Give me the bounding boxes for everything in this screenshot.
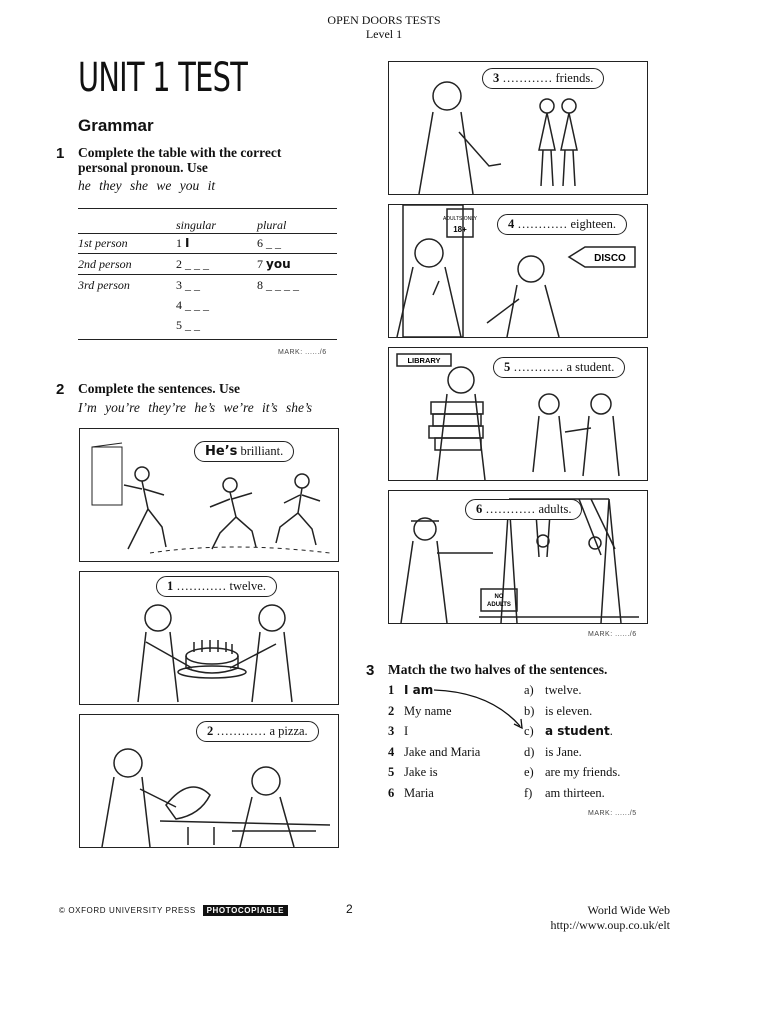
- sing-blank: 3 _ _: [176, 277, 200, 292]
- example-answer-handwritten: He’s: [205, 444, 238, 459]
- speech-bubble-5: [493, 357, 625, 378]
- sing-cell[interactable]: 4 _ _ _: [176, 297, 209, 312]
- match-right-text[interactable]: is eleven.: [545, 703, 593, 718]
- col-singular: singular: [176, 217, 217, 232]
- match-right-letter: a): [524, 683, 534, 697]
- match-left-text[interactable]: Jake is: [404, 765, 438, 779]
- answer-handwritten: I: [185, 235, 190, 250]
- header-level: Level 1: [365, 27, 403, 41]
- match-left-number: 2: [388, 703, 395, 718]
- speech-bubble-4: [497, 214, 627, 235]
- speech-bubble-3: [482, 68, 604, 89]
- unit-title: UNIT 1 TEST: [78, 55, 248, 101]
- plur-blank: 7: [257, 256, 263, 271]
- q1-word-list: he they she we you it: [78, 178, 216, 193]
- match-right-letter: d): [524, 744, 535, 759]
- footer-web: [550, 903, 670, 933]
- match-left-text[interactable]: Jake and Maria: [404, 744, 481, 759]
- q1-instruction: [78, 145, 281, 175]
- q3-mark: MARK: ....../5: [588, 810, 637, 817]
- item-number: 3: [493, 71, 500, 85]
- match-row: [388, 783, 648, 804]
- match-right-text[interactable]: am thirteen.: [545, 785, 605, 800]
- q3-instruction: Match the two halves of the sentences.: [388, 662, 608, 677]
- plur-cell[interactable]: [257, 233, 337, 254]
- match-right-text[interactable]: are my friends.: [545, 765, 621, 779]
- header-title: OPEN DOORS TESTS: [327, 13, 441, 27]
- sing-cell[interactable]: [176, 275, 257, 296]
- sign-no-adults-1: NO: [494, 594, 504, 600]
- match-left-text[interactable]: My name: [404, 703, 452, 718]
- photocopiable-badge: PHOTOCOPIABLE: [203, 905, 288, 916]
- match-right-letter: c): [524, 724, 534, 738]
- match-left-text[interactable]: I: [404, 724, 409, 738]
- item-number: 2: [207, 724, 214, 738]
- match-right-text[interactable]: is Jane.: [545, 744, 582, 759]
- speech-bubble-1: [156, 576, 277, 597]
- web-title: World Wide Web: [587, 903, 670, 917]
- item-blank-sentence[interactable]: ………… eighteen.: [514, 217, 616, 231]
- illustration-student: [388, 347, 648, 481]
- q1-mark: MARK: ....../6: [278, 349, 327, 356]
- row-person: 3rd person: [78, 277, 130, 292]
- match-left-handwritten[interactable]: I am: [404, 683, 434, 697]
- q1-table-body: [78, 233, 337, 335]
- sing-blank: 2 _ _ _: [176, 256, 209, 271]
- illustration-running: [79, 428, 339, 562]
- footer-publisher: [59, 906, 288, 915]
- sign-adults-only: ADULTS ONLY: [443, 216, 477, 222]
- match-right-letter: f): [524, 785, 533, 800]
- speech-bubble-2: [196, 721, 319, 742]
- q2-instruction: Complete the sentences. Use: [78, 381, 240, 396]
- match-right-text[interactable]: twelve.: [545, 683, 582, 697]
- sing-cell[interactable]: [176, 254, 257, 275]
- answer-handwritten: you: [266, 256, 291, 271]
- q1-table: [78, 215, 337, 235]
- match-left-text[interactable]: Maria: [404, 785, 434, 800]
- match-right-letter: e): [524, 765, 534, 779]
- item-blank-sentence[interactable]: ………… twelve.: [173, 579, 266, 593]
- match-right-letter: b): [524, 703, 535, 718]
- match-row: [388, 762, 648, 783]
- table-row: [78, 295, 337, 315]
- speech-bubble-6: [465, 499, 582, 520]
- publisher-text: © OXFORD UNIVERSITY PRESS: [59, 906, 196, 915]
- table-row: [78, 254, 337, 275]
- q2-mark: MARK: ....../6: [588, 631, 637, 638]
- item-blank-sentence[interactable]: ………… adults.: [482, 502, 572, 516]
- table-row: [78, 275, 337, 296]
- match-left-number: 5: [388, 765, 395, 779]
- example-sentence: brilliant.: [237, 444, 284, 458]
- section-heading: Grammar: [78, 116, 154, 135]
- plur-cell[interactable]: [257, 254, 337, 275]
- q1-table-top-rule: [78, 208, 337, 209]
- match-right-answer[interactable]: [545, 721, 613, 742]
- sign-library: LIBRARY: [407, 356, 441, 365]
- row-person: 1st person: [78, 235, 128, 250]
- sing-cell[interactable]: [176, 233, 257, 254]
- item-number: 5: [504, 360, 511, 374]
- item-number: 1: [167, 579, 174, 593]
- match-left-number: 4: [388, 744, 395, 759]
- plur-cell[interactable]: [257, 275, 337, 296]
- item-blank-sentence[interactable]: ………… a student.: [510, 360, 615, 374]
- col-plural: plural: [257, 217, 287, 232]
- q1-instruction-line1: Complete the table with the correct: [78, 145, 282, 160]
- sign-disco: DISCO: [594, 253, 626, 264]
- q1-number: 1: [56, 145, 65, 162]
- web-url[interactable]: http://www.oup.co.uk/elt: [550, 918, 670, 932]
- table-row: [78, 315, 337, 335]
- match-left-number: 3: [388, 724, 395, 738]
- illustration-friends: [388, 61, 648, 195]
- sing-cell[interactable]: 5 _ _: [176, 317, 200, 332]
- q2-word-list: I’m you’re they’re he’s we’re it’s she’s: [78, 400, 312, 415]
- item-blank-sentence[interactable]: ………… a pizza.: [213, 724, 308, 738]
- item-blank-sentence[interactable]: ………… friends.: [499, 71, 594, 85]
- illustration-eighteen: [388, 204, 648, 338]
- match-left-number: 6: [388, 785, 395, 800]
- illustration-pizza: [79, 714, 339, 848]
- q2-number: 2: [56, 381, 65, 398]
- sing-blank: 1: [176, 235, 182, 250]
- row-person: 2nd person: [78, 256, 132, 271]
- match-example-arrow: [430, 684, 530, 734]
- q3-number: 3: [366, 662, 375, 679]
- illustration-adults: [388, 490, 648, 624]
- page-number: 2: [346, 902, 353, 916]
- illustration-birthday-cake: [79, 571, 339, 705]
- match-left-number: 1: [388, 683, 395, 697]
- match-row: [388, 742, 648, 763]
- sign-no-adults-2: ADULTS: [487, 602, 511, 608]
- q1-instruction-line2: personal pronoun. Use: [78, 160, 208, 175]
- match-right-handwritten: a student: [545, 724, 610, 738]
- plur-blank: 6 _ _: [257, 235, 281, 250]
- table-row: [78, 233, 337, 254]
- plur-blank: 8 _ _ _ _: [257, 277, 299, 292]
- item-number: 4: [508, 217, 515, 231]
- item-number: 6: [476, 502, 483, 516]
- match-right-suffix: .: [609, 724, 613, 738]
- q1-table-bottom-rule: [78, 339, 337, 340]
- speech-bubble-example: [194, 441, 294, 462]
- sign-18-plus: 18+: [453, 225, 467, 234]
